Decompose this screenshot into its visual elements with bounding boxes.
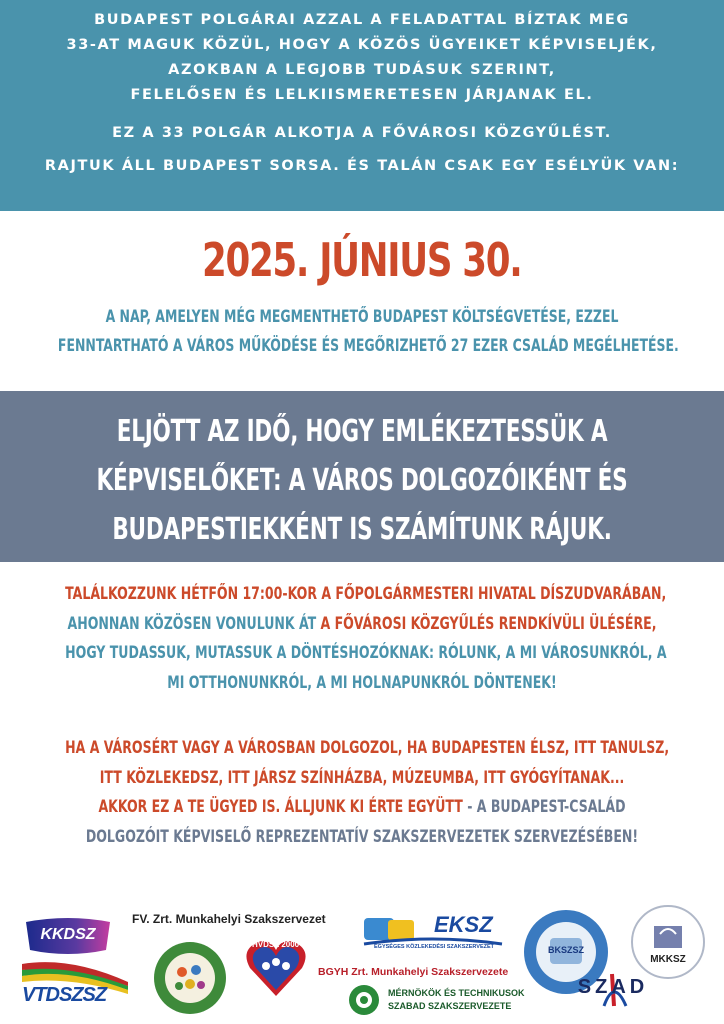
hvdsz-name: HVDSZ 2000 bbox=[252, 940, 300, 949]
bgyh-union-title: BGYH Zrt. Munkahelyi Szakszervezete bbox=[318, 966, 509, 978]
call-organizer: - A BUDAPEST-CSALÁD bbox=[462, 797, 626, 817]
szad-name: SZAD bbox=[577, 976, 649, 998]
date-description-line: A NAP, AMELYEN MÉG MEGMENTHETŐ BUDAPEST KÖLTSÉGVETÉSE, EZZEL bbox=[105, 307, 619, 326]
reminder-line: KÉPVISELŐKET: A VÁROS DOLGOZÓIKÉNT ÉS bbox=[96, 463, 628, 498]
reminder-line: BUDAPESTIEKKÉNT IS SZÁMÍTUNK RÁJUK. bbox=[112, 512, 612, 547]
chance-line: RAJTUK ÁLL BUDAPEST SORSA. ÉS TALÁN CSAK EGY ESÉLYÜK VAN: bbox=[44, 158, 680, 174]
reminder-banner bbox=[0, 391, 724, 562]
meeting-line bbox=[65, 610, 659, 640]
bkszsz-name: BKSZSZ bbox=[548, 945, 584, 955]
meeting-text: AHONNAN KÖZÖSEN VONULUNK ÁT bbox=[67, 613, 321, 634]
kkdsz-name: KKDSZ bbox=[40, 926, 96, 943]
vtdszsz-logo bbox=[20, 960, 132, 1010]
union-logos bbox=[0, 900, 724, 1024]
mkksz-name: MKKSZ bbox=[650, 954, 686, 965]
date-description bbox=[0, 302, 724, 360]
kkdsz-logo bbox=[22, 916, 114, 956]
intro-line: AZOKBAN A LEGJOBB TUDÁSUK SZERINT, bbox=[168, 62, 556, 78]
mernok-name-line: MÉRNÖKÖK ÉS TECHNIKUSOK bbox=[388, 988, 525, 998]
reminder-line: ELJÖTT AZ IDŐ, HOGY EMLÉKEZTESSÜK A bbox=[116, 414, 608, 449]
eksz-name: EKSZ bbox=[434, 912, 493, 937]
meeting-info bbox=[0, 580, 724, 698]
mernok-gear-icon bbox=[348, 984, 380, 1016]
fv-union-emblem-icon bbox=[152, 940, 228, 1016]
mkksz-emblem-icon bbox=[630, 904, 706, 980]
call-highlight: AKKOR EZ A TE ÜGYED IS. ÁLLJUNK KI ÉRTE EGYÜTT bbox=[98, 797, 463, 817]
fv-union-title: FV. Zrt. Munkahelyi Szakszervezet bbox=[132, 912, 326, 926]
meeting-line: HOGY TUDASSUK, MUTASSUK A DÖNTÉSHOZÓKNAK: RÓLUNK, A MI VÁROSUNKRÓL, A bbox=[65, 643, 667, 663]
eksz-subtitle: EGYSÉGES KÖZLEKEDÉSI SZAKSZERVEZET bbox=[374, 944, 495, 950]
intro-line: 33-AT MAGUK KÖZÜL, HOGY A KÖZÖS ÜGYEIKET KÉPVISELJÉK, bbox=[66, 37, 658, 53]
date-description-line: FENNTARTHATÓ A VÁROS MŰKÖDÉSE ÉS MEGŐRIZHETŐ 27 EZER CSALÁD MEGÉLHETÉSE. bbox=[57, 336, 679, 355]
eksz-logo bbox=[362, 910, 504, 954]
szad-logo bbox=[574, 970, 652, 1012]
event-date: 2025. JÚNIUS 30. bbox=[202, 233, 522, 287]
fv-union-logo bbox=[152, 940, 228, 1016]
assembly-line: EZ A 33 POLGÁR ALKOTJA A FŐVÁROSI KÖZGYŰLÉST. bbox=[112, 125, 612, 141]
vtdszsz-name: VTDSZSZ bbox=[22, 984, 107, 1006]
call-line: DOLGOZÓIT KÉPVISELŐ REPREZENTATÍV SZAKSZERVEZETEK SZERVEZÉSÉBEN! bbox=[85, 826, 639, 847]
intro-line: FELELŐSEN ÉS LELKIISMERETESEN JÁRJANAK EL. bbox=[130, 87, 594, 103]
call-to-action bbox=[0, 734, 724, 852]
call-line bbox=[65, 793, 659, 823]
meeting-highlight: A FŐVÁROSI KÖZGYŰLÉS RENDKÍVÜLI ÜLÉSÉRE, bbox=[320, 613, 657, 634]
call-line: HA A VÁROSÉRT VAGY A VÁROSBAN DOLGOZOL, HA BUDAPESTEN ÉLSZ, ITT TANULSZ, bbox=[65, 738, 670, 758]
hvdsz-logo bbox=[244, 932, 308, 1000]
mkksz-logo bbox=[630, 904, 706, 980]
mernok-logo-mark bbox=[348, 984, 380, 1016]
mernok-name-line: SZABAD SZAKSZERVEZETE bbox=[388, 1001, 512, 1011]
call-line: ITT KÖZLEKEDSZ, ITT JÁRSZ SZÍNHÁZBA, MÚZEUMBA, ITT GYÓGYÍTANAK... bbox=[99, 767, 625, 788]
meeting-line: MI OTTHONUNKRÓL, A MI HOLNAPUNKRÓL DÖNTENEK! bbox=[167, 672, 557, 693]
date-block bbox=[0, 225, 724, 295]
intro-line: BUDAPEST POLGÁRAI AZZAL A FELADATTAL BÍZTAK MEG bbox=[94, 12, 630, 28]
meeting-line: TALÁLKOZZUNK HÉTFŐN 17:00-KOR A FŐPOLGÁRMESTERI HIVATAL DÍSZUDVARÁBAN, bbox=[65, 584, 667, 604]
intro-banner bbox=[0, 0, 724, 211]
